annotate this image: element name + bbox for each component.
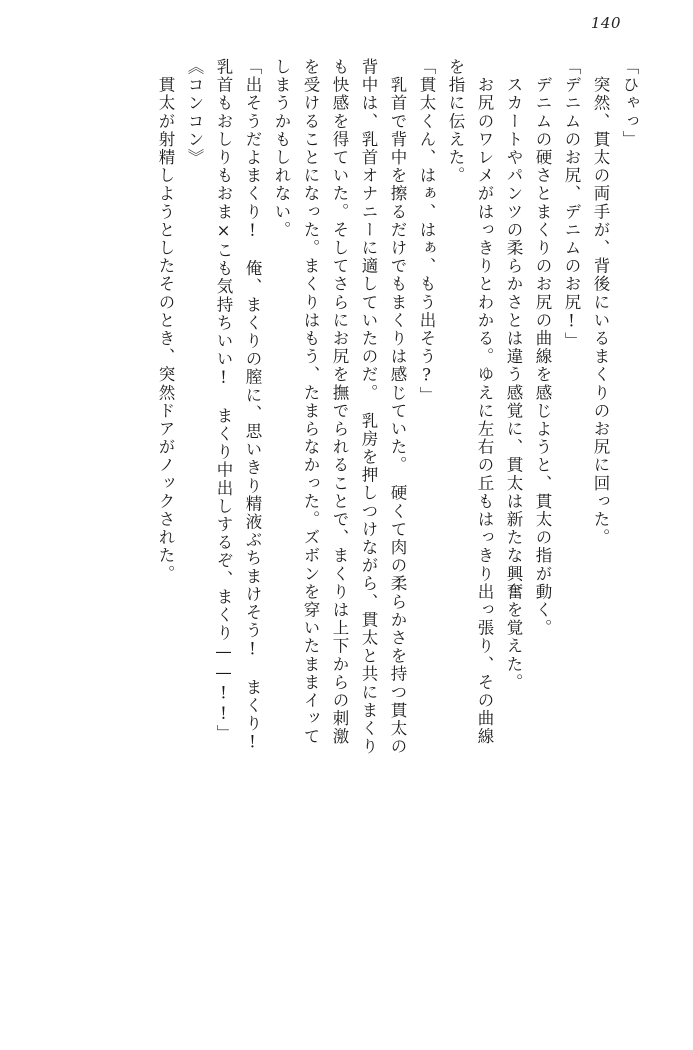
text-line: 「デニムのお尻、デニムのお尻!」 [562,58,581,351]
text-line: 「出そうだよまくり! 俺、まくりの膣に、思いきり精液ぶちまけそう! まくり! [243,58,262,754]
text-line: 「貫太くん、はぁ、はぁ、もう出そう?」 [417,58,436,405]
text-line: お尻のワレメがはっきりとわかる。ゆえに左右の丘もはっきり出っ張り、その曲線 [475,58,494,746]
text-line: 背中は、乳首オナニーに適していたのだ。 乳房を押しつけながら、貫太と共にまくり [359,58,378,756]
text-line: を受けることになった。まくりはもう、たまらなかった。ズボンを穿いたままイッて [301,58,320,746]
text-line: 貫太が射精しようとしたそのとき、突然ドアがノックされた。 [156,58,175,583]
text-line: 乳首で背中を擦るだけでもまくりは感じていた。 硬くて肉の柔らかさを持つ貫太の [388,58,407,756]
page-number: 140 [590,14,621,32]
text-line: も快感を得ていた。そしてさらにお尻を撫でられることで、まくりは上下からの刺激 [330,58,349,746]
text-line: 突然、貫太の両手が、背後にいるまくりのお尻に回った。 [591,58,610,547]
text-line: 乳首もおしりもおま×こも気持ちいい! まくり中出しするぞ、まくり——!!」 [214,58,233,743]
text-line: しまうかもしれない。 [272,58,291,239]
text-line: を指に伝えた。 [446,58,465,185]
text-line: デニムの硬さとまくりのお尻の曲線を感じようと、貫太の指が動く。 [533,58,552,638]
text-line: 「ひゃっ」 [620,58,639,149]
text-line: 《コンコン》 [185,58,204,167]
body-text-columns [44,58,637,1008]
text-line: スカートやパンツの柔らかさとは違う感覚に、貫太は新たな興奮を覚えた。 [504,58,523,692]
